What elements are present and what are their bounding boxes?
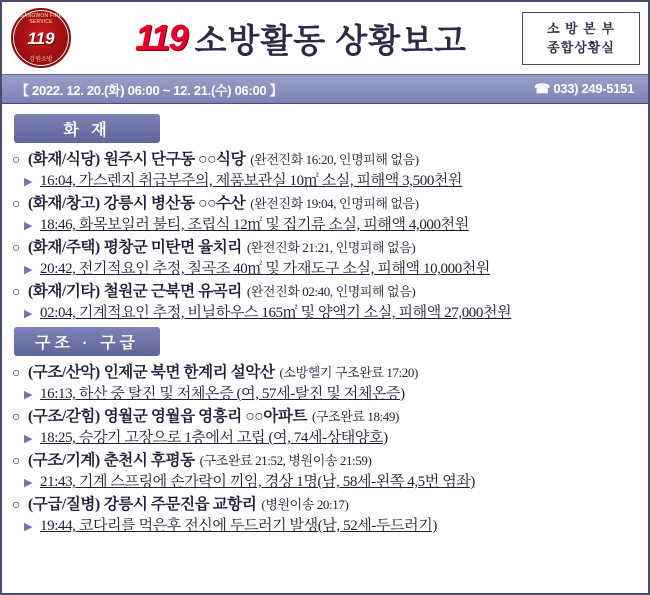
title-area — [80, 15, 522, 62]
entry-detail-line — [24, 257, 638, 278]
entry-category: (화재/창고) — [28, 195, 100, 212]
entry-detail: 20:42, 전기적요인 추정, 칠곡조 40㎡ 및 가재도구 소실, 피해액 10,000천원 — [40, 261, 490, 277]
entry-main-line — [12, 279, 638, 301]
circle-bullet-icon: ○ — [12, 197, 21, 212]
emblem-circle-icon — [11, 8, 71, 68]
triangle-bullet-icon: ▶ — [24, 389, 33, 401]
entry-place: 평창군 미탄면 율치리 — [103, 239, 242, 256]
entry-place: 원주시 단구동 ○○식당 — [103, 151, 246, 168]
entry-detail: 19:44, 코다리를 먹은후 전신에 두드러기 발생(남, 52세-두드러기) — [40, 518, 437, 534]
emblem-bottom-text: 강원소방 — [29, 57, 53, 63]
entry-main-line — [12, 360, 638, 382]
entry-note: (완전진화 16:20, 인명피해 없음) — [250, 152, 419, 167]
circle-bullet-icon: ○ — [12, 410, 21, 425]
entry-place: 강릉시 주문진읍 교항리 — [103, 496, 257, 513]
entry-category: (화재/주택) — [28, 239, 100, 256]
list-item — [12, 235, 638, 278]
list-item — [12, 279, 638, 322]
page-title: 소방활동 상황보고 — [194, 23, 467, 60]
list-item — [12, 492, 638, 535]
entry-detail: 18:46, 화목보일러 불티, 조립식 12㎡ 및 집기류 소실, 피해액 4,000천원 — [40, 217, 469, 233]
entry-category: (화재/기타) — [28, 283, 100, 300]
entry-note: (소방헬기 구조완료 17:20) — [279, 365, 418, 380]
entry-main-line — [12, 492, 638, 514]
circle-bullet-icon: ○ — [12, 153, 21, 168]
entry-detail-line — [24, 169, 638, 190]
entry-main-line — [12, 235, 638, 257]
entry-category: (구조/갇힘) — [28, 408, 100, 425]
entry-note: (구조완료 21:52, 병원이송 21:59) — [199, 453, 372, 468]
entry-note: (완전진화 21:21, 인명피해 없음) — [246, 240, 416, 255]
entry-note: (완전진화 19:04, 인명피해 없음) — [250, 196, 419, 211]
section-header-fire: 화 재 — [14, 114, 160, 143]
entry-detail-line — [24, 514, 638, 535]
entry-place: 인제군 북면 한계리 설악산 — [103, 364, 275, 381]
hq-line-2: 종합상황실 — [547, 40, 615, 55]
entry-main-line — [12, 191, 638, 213]
triangle-bullet-icon: ▶ — [24, 433, 33, 445]
logo-119: 119 — [135, 17, 187, 58]
entry-detail: 16:13, 하산 중 탈진 및 저체온증 (여, 57세-탈진 및 저체온증) — [40, 386, 405, 402]
report-header — [2, 2, 648, 75]
list-item — [12, 191, 638, 234]
triangle-bullet-icon: ▶ — [24, 264, 33, 276]
entry-place: 춘천시 후평동 — [103, 452, 195, 469]
triangle-bullet-icon: ▶ — [24, 308, 33, 320]
entry-detail-line — [24, 470, 638, 491]
section-header-rescue: 구조 · 구급 — [14, 327, 160, 356]
triangle-bullet-icon: ▶ — [24, 176, 33, 188]
period-bar — [2, 75, 648, 104]
entry-category: (화재/식당) — [28, 151, 100, 168]
triangle-bullet-icon: ▶ — [24, 220, 33, 232]
entry-detail-line — [24, 213, 638, 234]
hq-line-1: 소 방 본 부 — [546, 20, 616, 36]
circle-bullet-icon: ○ — [12, 366, 21, 381]
emblem-top-text: GANGWON FIRE SERVICE — [19, 13, 63, 25]
headquarters-box — [522, 12, 640, 65]
entry-detail-line — [24, 301, 638, 322]
entry-place: 영월군 영월읍 영흥리 ○○아파트 — [103, 408, 307, 425]
entry-place: 철원군 근북면 유곡리 — [103, 283, 242, 300]
circle-bullet-icon: ○ — [12, 454, 21, 469]
circle-bullet-icon: ○ — [12, 498, 21, 513]
entry-detail: 18:25, 승강기 고장으로 1층에서 고립 (여, 74세-상태양호) — [40, 430, 388, 446]
entry-place: 강릉시 병산동 ○○수산 — [103, 195, 246, 212]
circle-bullet-icon: ○ — [12, 285, 21, 300]
emblem-number: 119 — [27, 29, 55, 48]
entry-note: (완전진화 02:40, 인명피해 없음) — [246, 284, 416, 299]
entry-detail: 16:04, 가스렌지 취급부주의, 제품보관실 10㎡ 소실, 피해액 3,500천원 — [40, 173, 463, 189]
entry-note: (병원이송 20:17) — [261, 497, 349, 512]
entry-detail-line — [24, 426, 638, 447]
list-item — [12, 147, 638, 190]
contact-phone: ☎ 033) 249-5151 — [534, 81, 634, 96]
entry-main-line — [12, 147, 638, 169]
circle-bullet-icon: ○ — [12, 241, 21, 256]
entry-detail: 21:43, 기계 스프링에 손가락이 끼임, 경상 1명(남, 58세-왼쪽 4,5번 염좌) — [40, 474, 475, 490]
triangle-bullet-icon: ▶ — [24, 477, 33, 489]
entry-main-line — [12, 448, 638, 470]
entry-main-line — [12, 404, 638, 426]
entry-category: (구조/산악) — [28, 364, 100, 381]
report-period: 【 2022. 12. 20.(화) 06:00 ~ 12. 21.(수) 06:00 】 — [16, 82, 283, 98]
agency-emblem — [2, 8, 80, 68]
entry-category: (구급/질병) — [28, 496, 100, 513]
entry-detail: 02:04, 기계적요인 추정, 비닐하우스 165㎡ 및 양액기 소실, 피해액 27,000천원 — [40, 305, 512, 321]
entry-note: (구조완료 18:49) — [311, 409, 399, 424]
list-item — [12, 404, 638, 447]
triangle-bullet-icon: ▶ — [24, 521, 33, 533]
report-body — [2, 104, 648, 535]
list-item — [12, 448, 638, 491]
entry-category: (구조/기계) — [28, 452, 100, 469]
list-item — [12, 360, 638, 403]
entry-detail-line — [24, 382, 638, 403]
